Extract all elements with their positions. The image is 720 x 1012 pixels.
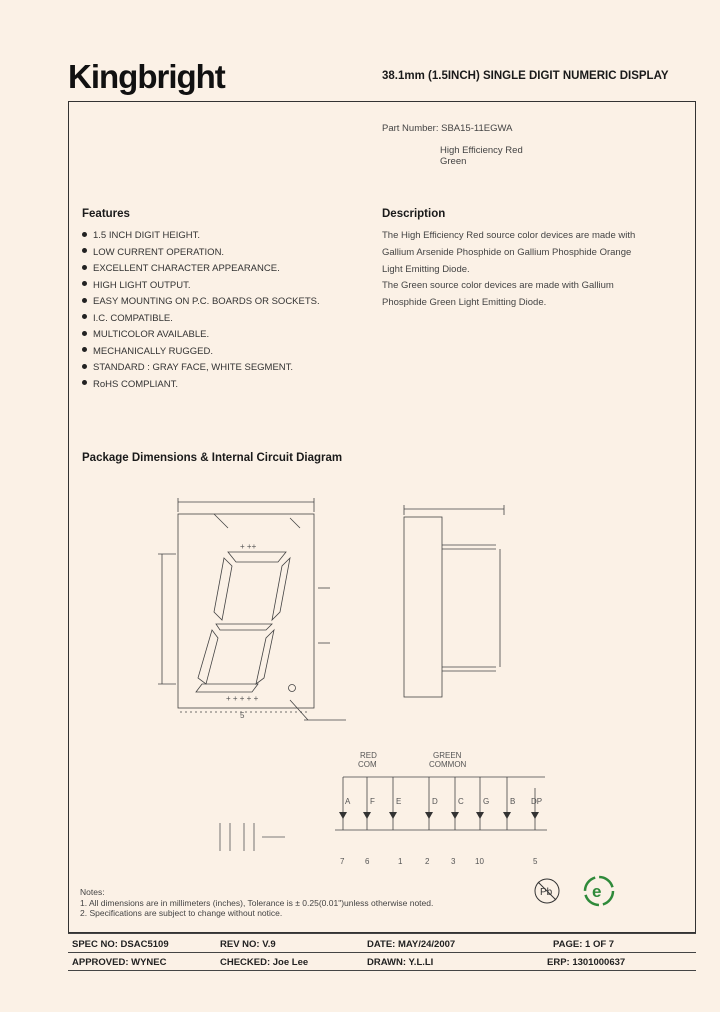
date: DATE: MAY/24/2007 bbox=[367, 939, 456, 950]
circuit-seg: E bbox=[396, 797, 402, 806]
checked-by: CHECKED: Joe Lee bbox=[220, 957, 309, 968]
pin-side-view bbox=[170, 815, 320, 860]
footer-divider bbox=[68, 933, 696, 934]
svg-text:+ + + + +: + + + + + bbox=[226, 694, 259, 703]
drawn-by: DRAWN: Y.L.LI bbox=[367, 957, 434, 968]
circuit-pin: 5 bbox=[533, 857, 538, 866]
description-text bbox=[382, 228, 672, 312]
notes bbox=[80, 887, 433, 919]
feature-item: EASY MOUNTING ON P.C. BOARDS OR SOCKETS. bbox=[82, 294, 342, 311]
circuit-pin: 6 bbox=[365, 857, 370, 866]
emitting-color-red: High Efficiency Red bbox=[440, 145, 523, 156]
description-heading: Description bbox=[382, 208, 446, 220]
circuit-green-sub: COMMON bbox=[429, 760, 467, 769]
front-view-drawing bbox=[150, 488, 350, 738]
feature-item: 1.5 INCH DIGIT HEIGHT. bbox=[82, 228, 342, 245]
circuit-seg: DP bbox=[531, 797, 543, 806]
feature-item: MECHANICALLY RUGGED. bbox=[82, 344, 342, 361]
part-number: Part Number: SBA15-11EGWA bbox=[382, 123, 513, 134]
notes-title: Notes: bbox=[80, 887, 105, 897]
circuit-seg: D bbox=[432, 797, 438, 806]
features-list bbox=[82, 228, 342, 393]
svg-text:+ ++: + ++ bbox=[240, 542, 257, 551]
page-number: PAGE: 1 OF 7 bbox=[553, 939, 615, 950]
circuit-pin: 7 bbox=[340, 857, 345, 866]
side-view-drawing bbox=[400, 495, 510, 710]
internal-circuit-diagram bbox=[325, 740, 560, 868]
pb-free-label: Pb bbox=[540, 887, 553, 898]
circuit-seg: B bbox=[510, 797, 516, 806]
feature-item: EXCELLENT CHARACTER APPEARANCE. bbox=[82, 261, 342, 278]
feature-item: RoHS COMPLIANT. bbox=[82, 377, 342, 394]
circuit-seg: C bbox=[458, 797, 464, 806]
notes-line: 1. All dimensions are in millimeters (inches), Tolerance is ± 0.25(0.01")unless otherwise noted. bbox=[80, 897, 434, 908]
features-heading: Features bbox=[82, 208, 130, 220]
description-line: Phosphide Green Light Emitting Diode. bbox=[382, 297, 547, 309]
circuit-seg: G bbox=[483, 797, 490, 806]
description-line: Gallium Arsenide Phosphide on Gallium Phosphide Orange bbox=[382, 246, 632, 258]
description-line: The Green source color devices are made with Gallium bbox=[382, 280, 614, 292]
package-heading: Package Dimensions & Internal Circuit Diagram bbox=[82, 452, 343, 464]
circuit-pin: 1 bbox=[398, 857, 403, 866]
spec-number: SPEC NO: DSAC5109 bbox=[72, 939, 169, 950]
circuit-red-sub: COM bbox=[358, 760, 377, 769]
pb-free-icon bbox=[532, 876, 562, 906]
rohs-e-icon bbox=[582, 874, 616, 908]
feature-item: I.C. COMPATIBLE. bbox=[82, 311, 342, 328]
footer-divider bbox=[68, 970, 696, 971]
feature-item: STANDARD : GRAY FACE, WHITE SEGMENT. bbox=[82, 360, 342, 377]
description-line: The High Efficiency Red source color devices are made with bbox=[382, 230, 636, 241]
circuit-pin: 2 bbox=[425, 857, 430, 866]
emitting-color-green: Green bbox=[440, 156, 467, 167]
feature-item: MULTICOLOR AVAILABLE. bbox=[82, 327, 342, 344]
circuit-pin: 3 bbox=[451, 857, 456, 866]
circuit-red-label: RED bbox=[360, 751, 377, 760]
notes-line: 2. Specifications are subject to change without notice. bbox=[80, 908, 283, 918]
rev-number: REV NO: V.9 bbox=[220, 939, 276, 950]
kingbright-logo: Kingbright bbox=[68, 58, 225, 95]
circuit-seg: F bbox=[370, 797, 375, 806]
circuit-pin: 10 bbox=[475, 857, 484, 866]
description-line: Light Emitting Diode. bbox=[382, 263, 470, 275]
circuit-green-label: GREEN bbox=[433, 751, 462, 760]
document-title: 38.1mm (1.5INCH) SINGLE DIGIT NUMERIC DISPLAY bbox=[382, 70, 669, 82]
feature-item: HIGH LIGHT OUTPUT. bbox=[82, 278, 342, 295]
rohs-e-label: e bbox=[592, 882, 602, 901]
circuit-seg: A bbox=[345, 797, 351, 806]
erp-number: ERP: 1301000637 bbox=[547, 957, 626, 968]
footer-divider bbox=[68, 952, 696, 953]
feature-item: LOW CURRENT OPERATION. bbox=[82, 245, 342, 262]
approved-by: APPROVED: WYNEC bbox=[72, 957, 167, 968]
svg-text:5: 5 bbox=[240, 711, 245, 720]
